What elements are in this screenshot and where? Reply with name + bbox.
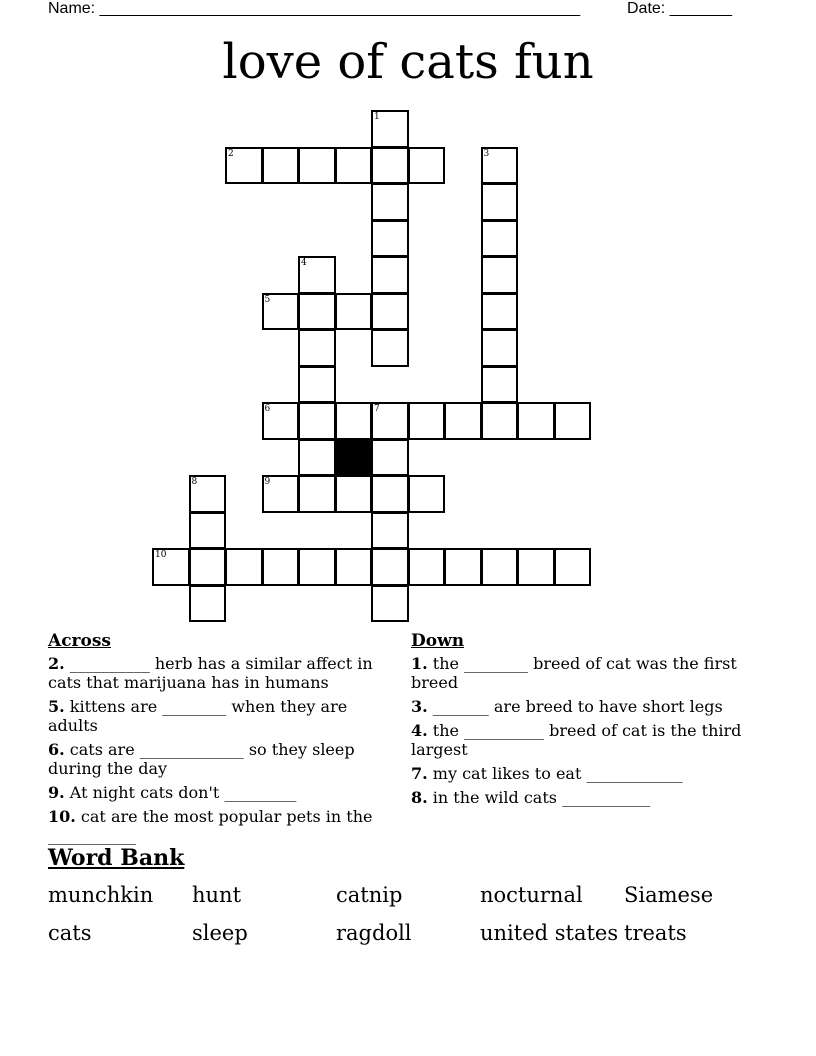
grid-cell[interactable] [335,293,373,331]
grid-cell[interactable] [189,585,227,623]
across-heading: Across [48,631,111,651]
grid-cell[interactable] [481,329,519,367]
grid-cell[interactable] [481,402,519,440]
clue-number-label: 7. [411,764,428,783]
grid-cell[interactable] [335,475,373,513]
grid-cell[interactable] [298,256,336,294]
across-clue [48,783,393,802]
grid-cell[interactable] [371,402,409,440]
clue-number: 6 [264,404,271,414]
grid-cell[interactable] [371,329,409,367]
grid-cell[interactable] [481,293,519,331]
clue-number: 7 [374,404,380,414]
clue-number: 2 [228,148,234,159]
grid-cell[interactable] [408,475,446,513]
grid-cell[interactable] [371,548,409,586]
word-bank-item: sleep [192,921,248,945]
grid-cell[interactable] [481,147,519,185]
grid-cell[interactable] [371,439,409,477]
grid-cell[interactable] [481,220,519,258]
grid-cell[interactable] [371,585,409,623]
grid-cell[interactable] [554,548,592,586]
word-bank-title: Word Bank [48,845,185,871]
clue-text: cats are _____________ so they sleep during the day [48,740,355,778]
clue-text: my cat likes to eat ____________ [427,764,683,783]
clue-number-label: 8. [411,788,428,807]
grid-cell[interactable] [262,548,300,586]
grid-cell[interactable] [408,548,446,586]
clue-text: At night cats don't _________ [64,783,297,802]
grid-cell[interactable] [298,439,336,477]
clue-number: 10 [155,550,167,560]
down-clue [411,721,756,759]
grid-cell[interactable] [335,548,373,586]
down-clues [411,630,756,812]
name-field-label: Name: ______________________________________________________ [48,0,581,17]
grid-cell[interactable] [262,402,300,440]
grid-cell[interactable] [481,548,519,586]
grid-cell[interactable] [481,183,519,221]
grid-cell[interactable] [298,329,336,367]
down-clue [411,788,756,807]
word-bank-item: nocturnal [480,883,583,907]
down-heading: Down [411,631,465,651]
grid-cell[interactable] [371,147,409,185]
grid-cell[interactable] [481,366,519,404]
grid-cell[interactable] [408,147,446,185]
grid-cell[interactable] [335,402,373,440]
clue-text: the ________ breed of cat was the first breed [411,654,737,692]
down-clue [411,697,756,716]
grid-cell[interactable] [517,548,555,586]
grid-cell[interactable] [371,256,409,294]
clue-text: the __________ breed of cat is the third largest [411,721,742,759]
grid-cell[interactable] [444,402,482,440]
clue-number-label: 1. [411,654,428,673]
grid-cell[interactable] [298,147,336,185]
word-bank-item: treats [624,921,687,945]
date-field-label: Date: _______ [627,0,732,17]
grid-cell[interactable] [444,548,482,586]
clue-number: 5 [264,294,271,305]
clue-number-label: 9. [48,783,65,802]
down-clue [411,764,756,783]
clue-number-label: 4. [411,721,428,740]
clue-text: _______ are breed to have short legs [427,697,723,716]
clue-number-label: 10. [48,807,76,826]
across-clue [48,740,393,778]
clue-text: cat are the most popular pets in the ___________ [48,807,373,845]
grid-cell[interactable] [189,475,227,513]
grid-cell[interactable] [371,475,409,513]
grid-cell[interactable] [371,183,409,221]
grid-cell[interactable] [371,110,409,148]
clue-number: 3 [483,148,490,159]
grid-cell[interactable] [298,293,336,331]
grid-cell[interactable] [335,147,373,185]
word-bank-item: munchkin [48,883,154,907]
grid-cell[interactable] [298,366,336,404]
grid-cell[interactable] [262,147,300,185]
grid-cell[interactable] [408,402,446,440]
grid-cell[interactable] [189,548,227,586]
clue-text: __________ herb has a similar affect in cats that marijuana has in humans [48,654,373,692]
grid-cell[interactable] [225,548,263,586]
clue-number-label: 3. [411,697,428,716]
grid-cell[interactable] [189,512,227,550]
grid-cell[interactable] [371,293,409,331]
word-bank-item: ragdoll [336,921,412,945]
grid-cell[interactable] [298,402,336,440]
grid-cell[interactable] [371,512,409,550]
across-clue [48,654,393,692]
clue-number-label: 6. [48,740,65,759]
across-clue [48,697,393,735]
word-bank-item: cats [48,921,92,945]
across-clue [48,807,393,845]
grid-cell[interactable] [554,402,592,440]
puzzle-title: love of cats fun [222,34,594,90]
black-cell [335,439,373,477]
grid-cell[interactable] [371,220,409,258]
grid-cell[interactable] [298,548,336,586]
grid-cell[interactable] [262,293,300,331]
clue-number: 9 [264,477,271,487]
across-clues [48,630,393,850]
clue-number-label: 5. [48,697,65,716]
clue-number-label: 2. [48,654,65,673]
clue-number: 1 [374,112,380,122]
grid-cell[interactable] [225,147,263,185]
clue-text: in the wild cats ___________ [427,788,651,807]
word-bank-item: Siamese [624,883,714,907]
word-bank-item: catnip [336,883,403,907]
grid-cell[interactable] [298,475,336,513]
grid-cell[interactable] [481,256,519,294]
grid-cell[interactable] [262,475,300,513]
down-clue [411,654,756,692]
word-bank-item: united states [480,921,619,945]
clue-number: 8 [191,477,198,487]
word-bank-item: hunt [192,883,242,907]
clue-number: 4 [301,258,307,268]
grid-cell[interactable] [517,402,555,440]
clue-text: kittens are ________ when they are adults [48,697,348,735]
grid-cell[interactable] [152,548,190,586]
